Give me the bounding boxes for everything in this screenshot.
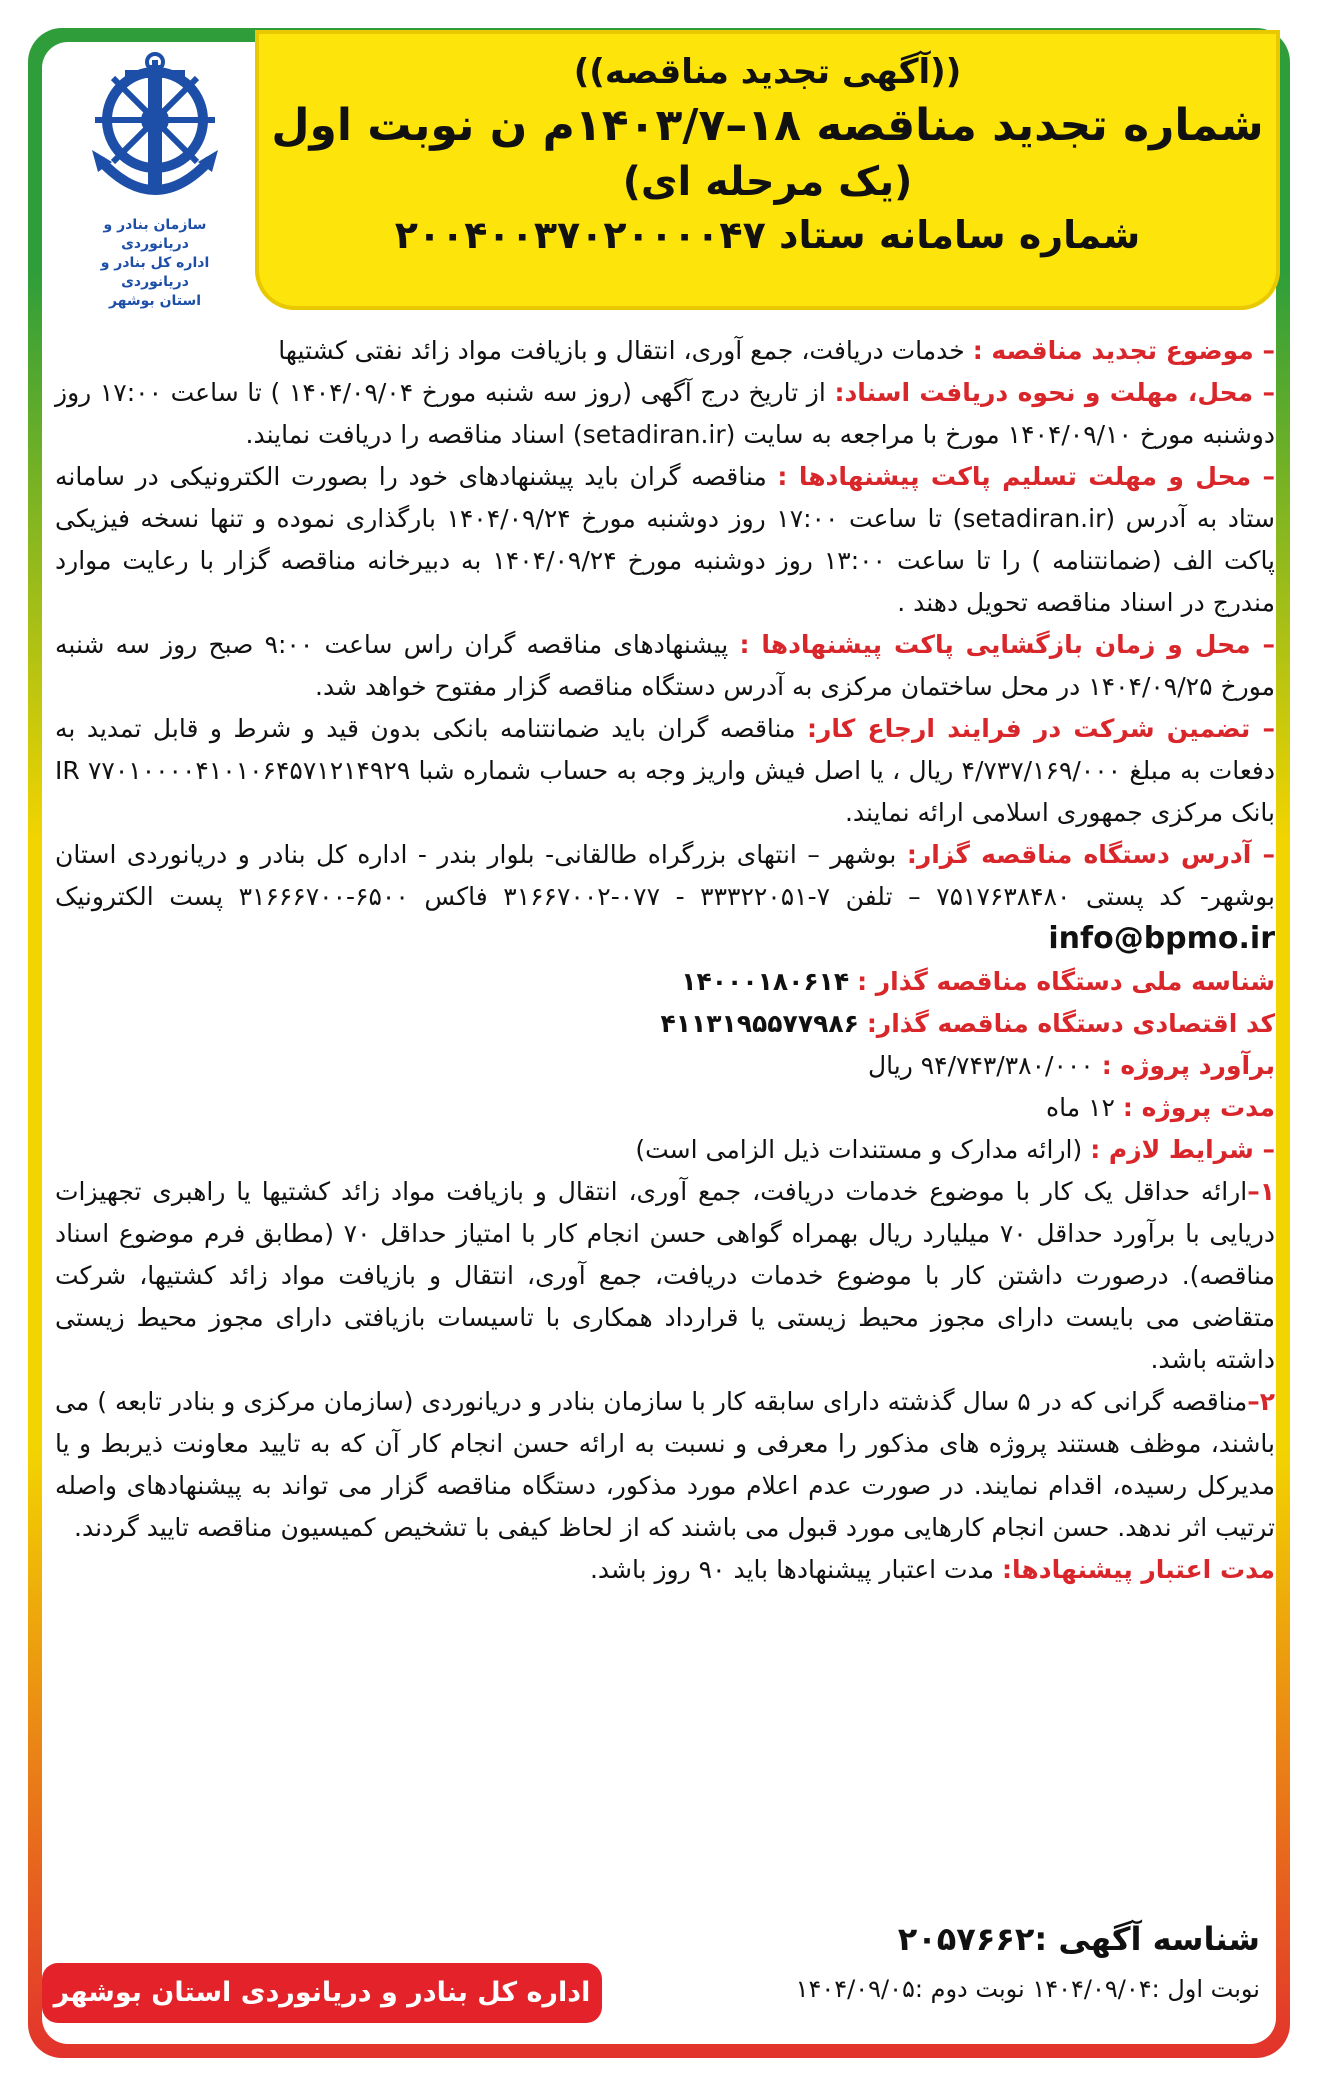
delivery-text: مناقصه گران باید پیشنهادهای خود را بصورت الکترونیکی در سامانه ستاد به آدرس (setadiran.ir) تا ساعت ۱۷:۰۰ روز دوشنبه مورخ ۱۴۰۴/۰۹/۲۴ بارگذاری نموده و تنها نسخه فیزیکی پاکت الف (ضمانتنامه ) را تا ساعت ۱۳:۰۰ روز دوشنبه مورخ ۱۴۰۴/۰۹/۲۴ به دبیرخانه مناقصه گزار با رعایت موارد مندرج در اسناد مناقصه تحویل دهند . bbox=[55, 462, 1276, 617]
delivery-paragraph bbox=[55, 456, 1275, 624]
subject-text: خدمات دریافت، جمع آوری، انتقال و بازیافت مواد زائد نفتی کشتیها bbox=[278, 336, 965, 365]
logo-org-3: استان بوشهر bbox=[108, 293, 202, 309]
condition-2-text: مناقصه گرانی که در ۵ سال گذشته دارای سابقه کار با سازمان بنادر و دریانوردی (سازمان مرکزی و بنادر تابعه ) می باشند، موظف هستند پروژه های مذکور را معرفی و نسبت به ارائه حسن انجام کار آن که به تایید معاونت ذیربط و یا مدیرکل رسیده، اقدام نمایند. در صورت عدم اعلام مورد مذکور، دستگاه مناقصه گزار می تواند به پیشنهادهای واصله ترتیب اثر ندهد. حسن انجام کارهایی مورد قبول می باشند که از لحاظ کیفی با تشخیص کمیسیون مناقصه تایید گردند. bbox=[55, 1387, 1275, 1542]
ad-id-value: ۲۰۵۷۶۶۲ bbox=[897, 1920, 1035, 1958]
national-id-label: شناسه ملی دستگاه مناقصه گذار : bbox=[857, 967, 1275, 996]
logo-org-2: اداره کل بنادر و دریانوردی bbox=[100, 255, 210, 290]
estimate-label: برآورد پروژه : bbox=[1101, 1051, 1275, 1080]
condition-2 bbox=[55, 1381, 1275, 1549]
opening-label: – محل و زمان بازگشایی پاکت پیشنهادها : bbox=[739, 630, 1275, 659]
title-line-1: ((آگهی تجدید مناقصه)) bbox=[573, 52, 962, 92]
condition-1 bbox=[55, 1171, 1275, 1381]
anchor-ship-wheel-icon bbox=[80, 50, 230, 210]
estimate-line bbox=[55, 1045, 1275, 1087]
title-line-4: شماره سامانه ستاد ۲۰۰۴۰۰۳۷۰۲۰۰۰۰۴۷ bbox=[394, 213, 1141, 257]
org-logo bbox=[70, 50, 240, 309]
ad-id-line bbox=[898, 1920, 1260, 1958]
condition-1-text: ارائه حداقل یک کار با موضوع خدمات دریافت، جمع آوری، انتقال و بازیافت مواد زائد کشتیها یا راهبری تجهیزات دریایی با برآورد حداقل ۷۰ میلیارد ریال بهمراه گواهی حسن انجام کار با امتیاز حداقل ۷۰ (مطابق فرم موضوع اسناد مناقصه). درصورت داشتن کار با موضوع خدمات دریافت، جمع آوری، انتقال و بازیافت مواد زائد کشتیها، شرکت متقاضی می بایست دارای مجوز محیط زیستی یا قرارداد همکاری با تاسیسات بازیافتی دارای مجوز محیط زیستی داشته باشد. bbox=[55, 1177, 1276, 1374]
publication-dates: نوبت اول :۱۴۰۴/۰۹/۰۴ نوبت دوم :۱۴۰۴/۰۹/۰۵ bbox=[795, 1975, 1260, 2003]
validity-text: مدت اعتبار پیشنهادها باید ۹۰ روز باشد. bbox=[589, 1555, 995, 1584]
duration-label: مدت پروژه : bbox=[1122, 1093, 1275, 1122]
title-line-2: شماره تجدید مناقصه ۱۸–۱۴۰۳/۷م ن نوبت اول bbox=[271, 100, 1264, 151]
opening-text: پیشنهادهای مناقصه گران راس ساعت ۹:۰۰ صبح روز سه شنبه مورخ ۱۴۰۴/۰۹/۲۵ در محل ساختمان مرکزی به آدرس دستگاه مناقصه گزار مفتوح خواهد شد. bbox=[55, 630, 1275, 701]
ad-content bbox=[55, 330, 1275, 1591]
title-box bbox=[255, 30, 1280, 310]
economic-code-value: ۴۱۱۳۱۹۵۵۷۷۹۸۶ bbox=[660, 1009, 859, 1038]
docs-label: – محل، مهلت و نحوه دریافت اسناد: bbox=[834, 378, 1276, 407]
conditions-label: – شرایط لازم : bbox=[1090, 1135, 1275, 1164]
email-link[interactable]: info@bpmo.ir bbox=[1048, 921, 1275, 956]
duration-line bbox=[55, 1087, 1275, 1129]
condition-1-number: ۱– bbox=[1247, 1177, 1275, 1206]
org-banner: اداره کل بنادر و دریانوردی استان بوشهر bbox=[42, 1963, 602, 2023]
subject-label: – موضوع تجدید مناقصه : bbox=[972, 336, 1275, 365]
validity-line bbox=[55, 1549, 1275, 1591]
validity-label: مدت اعتبار پیشنهادها: bbox=[1002, 1555, 1275, 1584]
guarantee-text: مناقصه گران باید ضمانتنامه بانکی بدون قید و شرط و قابل تمدید به دفعات به مبلغ ۴/۷۳۷/۱۶۹/۰۰۰ ریال ، یا اصل فیش واریز وجه به حساب شماره شبا IR ۷۷۰۱۰۰۰۰۴۱۰۱۰۶۴۵۷۱۲۱۴۹۲۹ بانک مرکزی جمهوری اسلامی ارائه نمایند. bbox=[55, 714, 1275, 827]
address-label: – آدرس دستگاه مناقصه گزار: bbox=[906, 840, 1275, 869]
docs-text: از تاریخ درج آگهی (روز سه شنبه مورخ ۱۴۰۴/۰۹/۰۴ ) تا ساعت ۱۷:۰۰ روز دوشنبه مورخ ۱۴۰۴/۰۹/۱۰ مورخ با مراجعه به سایت (setadiran.ir) اسناد مناقصه را دریافت نمایند. bbox=[55, 378, 1275, 449]
address-paragraph bbox=[55, 834, 1275, 961]
conditions-line bbox=[55, 1129, 1275, 1171]
delivery-label: – محل و مهلت تسلیم پاکت پیشنهادها : bbox=[777, 462, 1276, 491]
logo-text bbox=[70, 216, 240, 311]
subject-paragraph bbox=[55, 330, 1275, 372]
logo-org-1: سازمان بنادر و دریانوردی bbox=[103, 217, 207, 252]
economic-code-line bbox=[55, 1003, 1275, 1045]
opening-paragraph bbox=[55, 624, 1275, 708]
national-id-line bbox=[55, 961, 1275, 1003]
guarantee-label: – تضمین شرکت در فرایند ارجاع کار: bbox=[806, 714, 1276, 743]
ad-id-label: شناسه آگهی : bbox=[1034, 1920, 1260, 1958]
estimate-value: ۹۴/۷۴۳/۳۸۰/۰۰۰ ریال bbox=[867, 1051, 1094, 1080]
conditions-text: (ارائه مدارک و مستندات ذیل الزامی است) bbox=[635, 1135, 1083, 1164]
address-text: بوشهر – انتهای بزرگراه طالقانی- بلوار بندر - اداره کل بنادر و دریانوردی استان بوشهر- کد پستی ۷۵۱۷۶۳۸۴۸۰ – تلفن ۷-۳۳۳۲۲۰۵۱ - ۰۷۷-۳۱۶۶۷۰۰۲ فاکس ۶۵۰۰-۳۱۶۶۶۷۰۰ پست الکترونیک bbox=[55, 840, 1275, 911]
economic-code-label: کد اقتصادی دستگاه مناقصه گذار: bbox=[866, 1009, 1275, 1038]
national-id-value: ۱۴۰۰۰۱۸۰۶۱۴ bbox=[681, 967, 850, 996]
condition-2-number: ۲– bbox=[1247, 1387, 1275, 1416]
docs-paragraph bbox=[55, 372, 1275, 456]
title-line-3: (یک مرحله ای) bbox=[622, 159, 913, 205]
duration-value: ۱۲ ماه bbox=[1046, 1093, 1115, 1122]
guarantee-paragraph bbox=[55, 708, 1275, 834]
